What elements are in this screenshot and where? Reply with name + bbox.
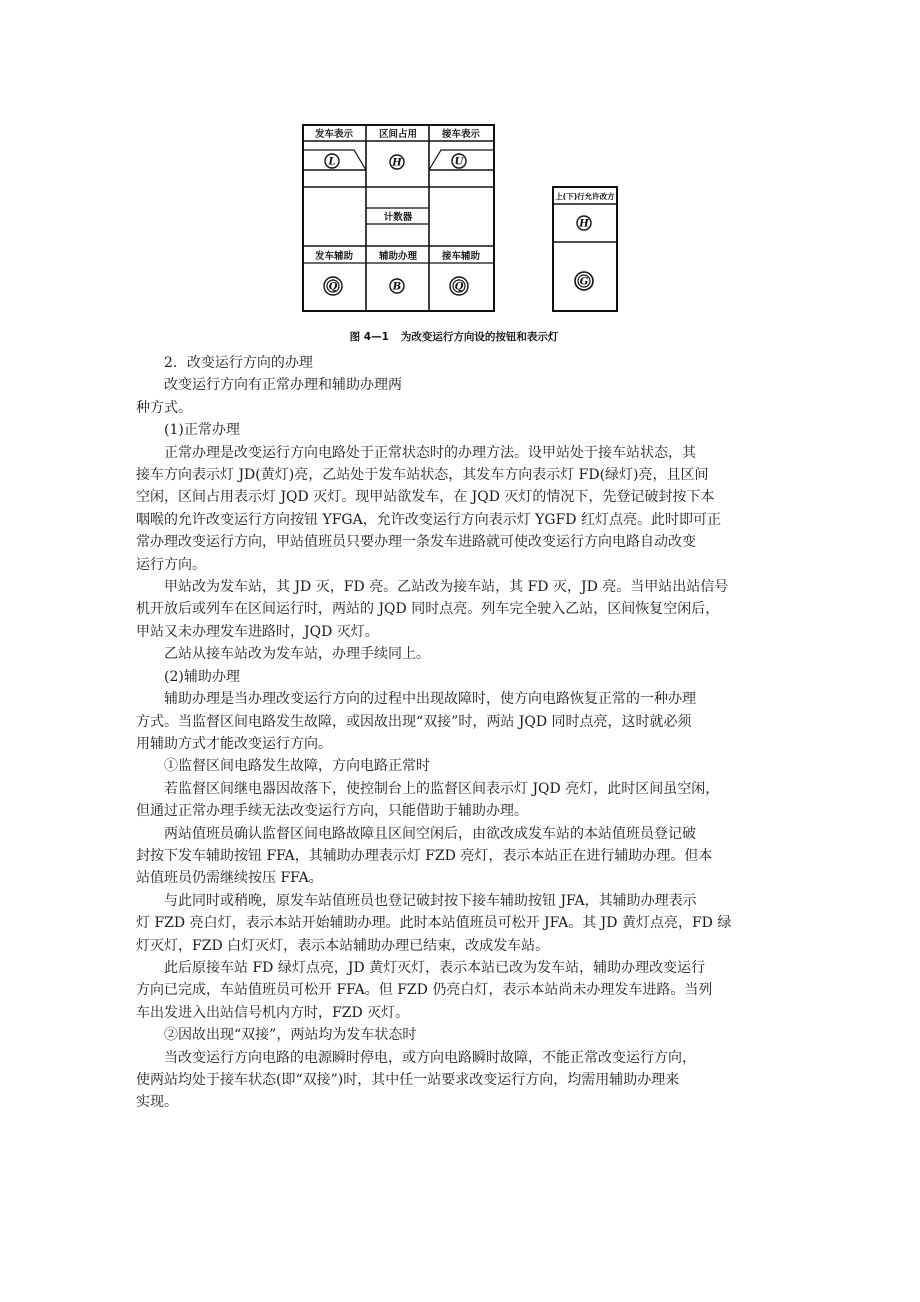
case-heading: ②因故出现“双接”，两站均为发车状态时 (164, 1027, 417, 1044)
subsection-heading: (1)正常办理 (164, 422, 240, 439)
control-panel-diagram (302, 124, 495, 312)
text-line: 两站值班员确认监督区间电路故障且区间空闲后，由欲改成发车站的本站值班员登记破 (164, 825, 696, 842)
permit-panel-border (553, 187, 617, 311)
case-heading: ①监督区间电路发生故障，方向电路正常时 (164, 758, 430, 775)
aux-operation-label: 辅助办理 (378, 251, 418, 262)
text-line: 咽喉的允许改变运行方向按钮 YFGA，允许改变运行方向表示灯 YGFD 红灯点亮。此时即可正 (136, 511, 721, 528)
text-line: 方式。当监督区间电路发生故障，或因故出现“双接”时，两站 JQD 同时点亮，这时就必须 (136, 713, 692, 730)
counter-label: 计数器 (383, 212, 413, 223)
text-line: 方向已完成，车站值班员可松开 FFA。但 FZD 仍亮白灯，表示本站尚未办理发车进路。当列 (136, 982, 713, 999)
text-line: 此后原接车站 FD 绿灯点亮，JD 黄灯灭灯，表示本站已改为发车站，辅助办理改变运行 (164, 959, 706, 976)
text-line: 改变运行方向有正常办理和辅助办理两 (164, 377, 402, 394)
text-line: 实现。 (136, 1094, 178, 1111)
receive-aux-button-letter: Q (454, 281, 464, 293)
text-line: 当改变运行方向电路的电源瞬时停电，或方向电路瞬时故障，不能正常改变运行方向， (164, 1049, 696, 1066)
figure-caption-number: 图 4—1 (349, 331, 389, 343)
permit-button-letter: G (579, 276, 589, 288)
occupied-lamp-letter: H (392, 157, 402, 169)
text-line: 车出发进入出站信号机内方时，FZD 灭灯。 (136, 1004, 410, 1021)
direction-permit-panel (552, 186, 618, 312)
text-line: 常办理改变运行方向，甲站值班员只要办理一条发车进路就可使改变运行方向电路自动改变 (136, 534, 696, 551)
figure-caption-title: 为改变运行方向设的按钮和表示灯 (400, 331, 559, 343)
text-line: 正常办理是改变运行方向电路处于正常状态时的办理方法。设甲站处于接车站状态，其 (164, 444, 696, 461)
direction-permit-svg (552, 186, 618, 312)
text-line: 与此同时或稍晚，原发车站值班员也登记破封按下接车辅助按钮 JFA，其辅助办理表示 (164, 892, 697, 909)
text-line: 乙站从接车站改为发车站，办理手续同上。 (164, 646, 430, 663)
section-heading: 2．改变运行方向的办理 (164, 355, 313, 371)
text-line: 使两站均处于接车状态(即“双接”)时，其中任一站要求改变运行方向，均需用辅助办理来 (136, 1072, 680, 1088)
text-line: 甲站又未办理发车进路时，JQD 灭灯。 (136, 623, 379, 640)
figure-caption (0, 329, 920, 344)
text-line: 灯 FZD 亮白灯，表示本站开始辅助办理。此时本站值班员可松开 JFA。其 JD 黄灯点亮，FD 绿 (136, 915, 732, 932)
depart-aux-label: 发车辅助 (314, 251, 354, 262)
text-line: 种方式。 (136, 399, 192, 416)
subsection-heading: (2)辅助办理 (164, 668, 240, 685)
body-text (136, 352, 786, 1114)
permit-lamp-letter: H (579, 218, 589, 230)
text-line: 接车方向表示灯 JD(黄灯)亮，乙站处于发车站状态，其发车方向表示灯 FD(绿灯)亮，且区间 (136, 467, 709, 484)
control-panel-svg (302, 124, 495, 312)
depart-lamp-letter: L (328, 156, 336, 168)
receive-lamp-letter: U (454, 156, 464, 168)
text-line: 站值班员仍需继续按压 FFA。 (136, 870, 323, 887)
aux-lamp-letter: B (392, 281, 402, 293)
text-line: 若监督区间继电器因故落下，使控制台上的监督区间表示灯 JQD 亮灯，此时区间虽空闲， (164, 780, 720, 797)
text-line: 空闲，区间占用表示灯 JQD 灭灯。现甲站欲发车，在 JQD 灭灯的情况下，先登记破封按下本 (136, 489, 715, 506)
text-line: 甲站改为发车站，其 JD 灭，FD 亮。乙站改为接车站，其 FD 灭，JD 亮。当甲站出站信号 (164, 579, 729, 596)
depart-indicator-label: 发车表示 (314, 129, 354, 140)
text-line: 用辅助方式才能改变运行方向。 (136, 735, 332, 752)
text-line: 但通过正常办理手续无法改变运行方向，只能借助于辅助办理。 (136, 803, 528, 820)
text-line: 灯灭灯，FZD 白灯灭灯，表示本站辅助办理已结束，改成发车站。 (136, 937, 550, 954)
text-line: 运行方向。 (136, 556, 206, 573)
receive-aux-label: 接车辅助 (441, 251, 481, 262)
text-line: 机开放后或列车在区间运行时，两站的 JQD 同时点亮。列车完全驶入乙站，区间恢复空闲后， (136, 601, 720, 618)
section-occupied-label: 区间占用 (378, 129, 418, 140)
text-line: 封按下发车辅助按钮 FFA，其辅助办理表示灯 FZD 亮灯，表示本站正在进行辅助办理。但本 (136, 847, 713, 864)
text-line: 辅助办理是当办理改变运行方向的过程中出现故障时，使方向电路恢复正常的一种办理 (164, 691, 696, 708)
receive-indicator-label: 接车表示 (441, 129, 481, 140)
depart-aux-button-letter: Q (328, 281, 338, 293)
direction-permit-label: 上(下)行允许改方 (555, 192, 615, 201)
